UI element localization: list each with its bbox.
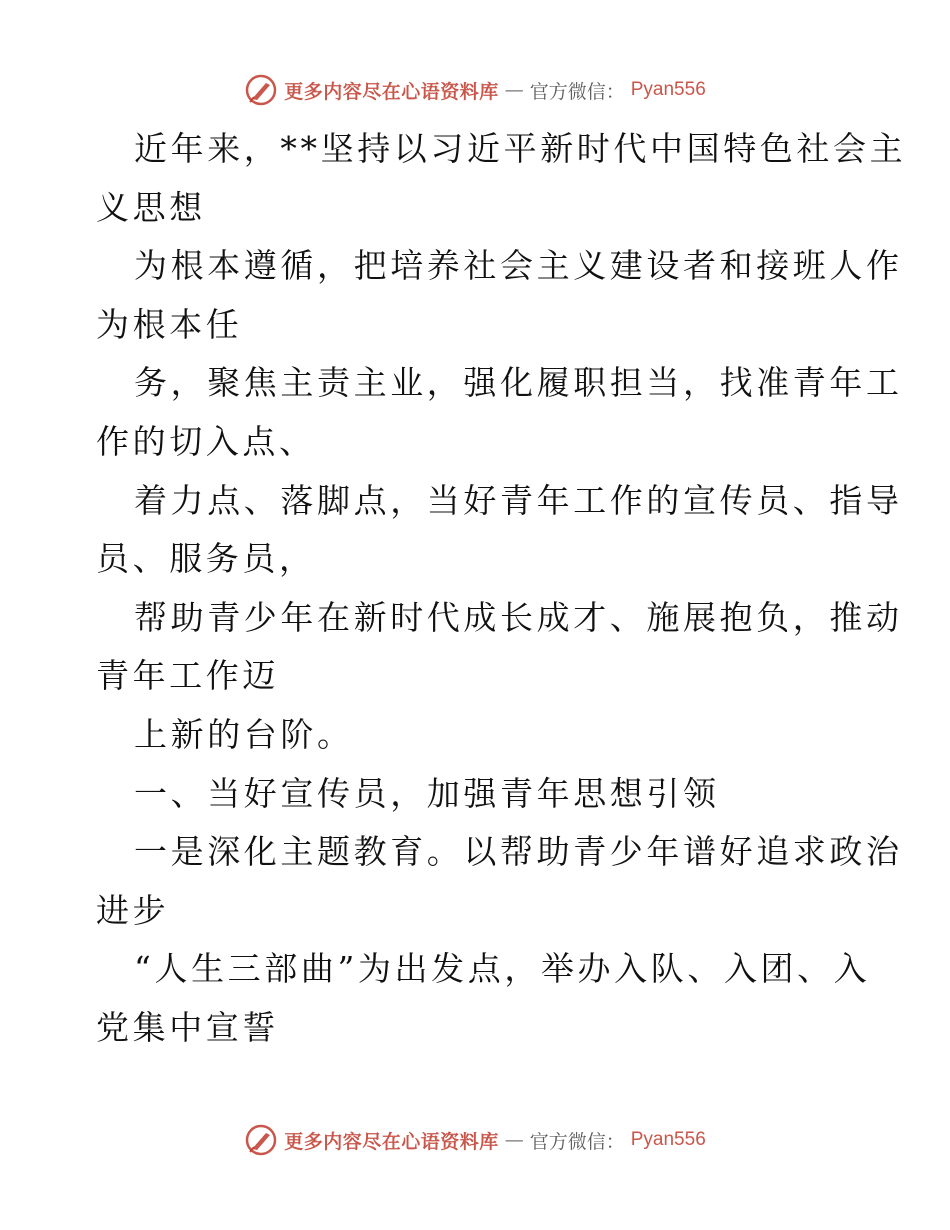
body-line: 为根本遵循，把培养社会主义建设者和接班人作 <box>134 246 903 286</box>
body-line: 务，聚焦主责主业，强化履职担当，找准青年工 <box>134 363 903 403</box>
quill-logo-icon <box>244 73 278 107</box>
body-line: 进步 <box>96 890 170 930</box>
body-line: 作的切入点、 <box>96 421 316 461</box>
footer-contact-label: 官方微信： <box>529 1130 625 1153</box>
body-line: 上新的台阶。 <box>134 714 354 754</box>
body-line: 帮助青少年在新时代成长成才、施展抱负，推动 <box>134 597 903 637</box>
footer-separator: — <box>504 1129 524 1151</box>
body-line: 为根本任 <box>96 304 243 344</box>
footer-watermark <box>0 1120 950 1160</box>
footer-wechat-id: Pyan556 <box>630 1129 706 1150</box>
body-line: 着力点、落脚点，当好青年工作的宣传员、指导 <box>134 480 903 520</box>
body-line: 员、服务员， <box>96 539 316 579</box>
footer-brand-text: 更多内容尽在心语资料库 <box>284 1130 499 1153</box>
body-line: 党集中宣誓 <box>96 1007 279 1047</box>
header-wechat-id: Pyan556 <box>630 79 706 100</box>
header-contact-label: 官方微信： <box>529 80 625 103</box>
header-watermark <box>0 70 950 110</box>
quill-logo-icon <box>244 1123 278 1157</box>
body-line: 近年来，**坚持以习近平新时代中国特色社会主 <box>134 129 907 168</box>
header-brand-text: 更多内容尽在心语资料库 <box>284 80 499 103</box>
body-line: 一是深化主题教育。以帮助青少年谱好追求政治 <box>134 832 903 872</box>
body-line: 青年工作迈 <box>96 656 279 696</box>
document-body <box>96 120 907 1058</box>
body-line: 义思想 <box>96 187 206 227</box>
body-line: “人生三部曲”为出发点，举办入队、入团、入 <box>134 949 871 989</box>
header-separator: — <box>504 79 524 101</box>
section-heading: 一、当好宣传员，加强青年思想引领 <box>134 773 720 813</box>
